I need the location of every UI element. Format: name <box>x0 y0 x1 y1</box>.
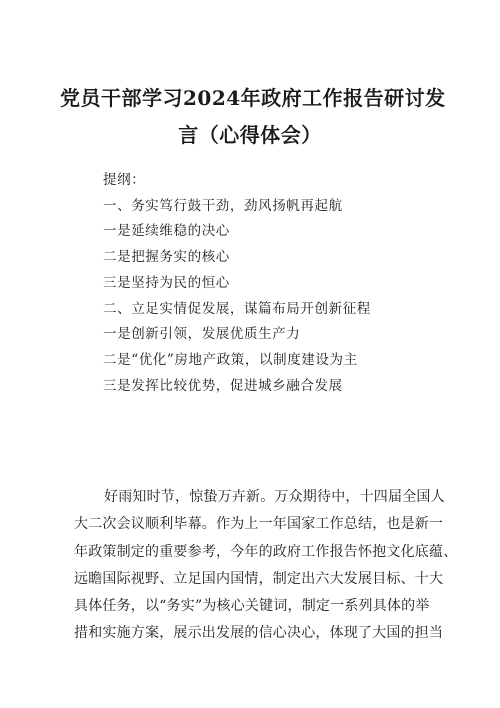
body-paragraph <box>74 484 458 648</box>
body-line: 具体任务，以“务实”为核心关键词，制定一系列具体的举 <box>74 598 430 615</box>
outline-item: 二是“优化”房地产政策，以制度建设为主 <box>103 351 358 368</box>
outline-item: 一、务实笃行鼓干劲，劲风扬帆再起航 <box>103 197 343 214</box>
document-title-line-1: 党员干部学习2024年政府工作报告研讨发 <box>60 86 446 110</box>
outline-heading: 提纲： <box>103 172 146 188</box>
outline-item: 三是坚持为民的恒心 <box>103 274 230 291</box>
outline-section <box>103 168 371 399</box>
outline-item: 三是发挥比较优势，促进城乡融合发展 <box>103 377 343 394</box>
outline-item: 二是把握务实的核心 <box>103 249 230 266</box>
document-title-line-2: 言（心得体会） <box>178 123 322 147</box>
outline-item: 二、立足实情促发展，谋篇布局开创新征程 <box>103 300 371 317</box>
body-line: 措和实施方案，展示出发展的信心决心，体现了大国的担当 <box>74 625 444 642</box>
body-line: 好雨知时节，惊蛰万卉新。万众期待中，十四届全国人 <box>104 489 445 505</box>
body-line: 远瞻国际视野、立足国内国情，制定出六大发展目标、十大 <box>74 570 444 587</box>
outline-item: 一是延续维稳的决心 <box>103 223 230 240</box>
body-line: 年政策制定的重要参考，今年的政府工作报告怀抱文化底蕴、 <box>74 543 458 560</box>
body-line: 大二次会议顺利毕幕。作为上一年国家工作总结，也是新一 <box>74 516 444 533</box>
outline-item: 一是创新引领，发展优质生产力 <box>103 326 301 343</box>
